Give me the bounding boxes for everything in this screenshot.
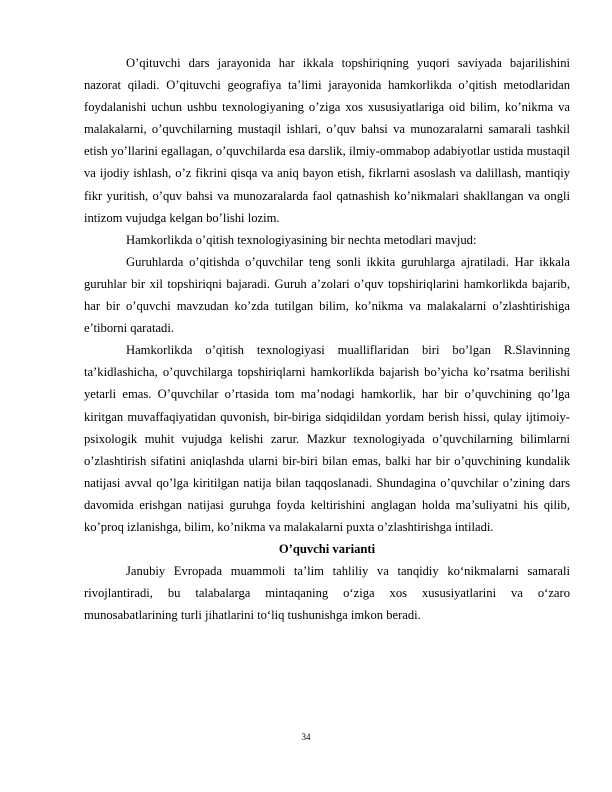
paragraph-slavin-cooperation: Hamkorlikda o’qitish texnologiyasi mualliflaridan biri bo’lgan R.Slavinning ta’kidlashicha, o’quvchilarga topshiriqlarni hamkorlikda bajarish bo’yicha ko’rsatma berilishi yetarli emas. O’quvchilar o’rtasida tom ma’nodagi hamkorlik, har bir o’quvchining qo’lga kiritgan muvaffaqiyatidan quvonish, bir-biriga sidqidildan yordam berish hissi, qulay ijtimoiy-psixologik muhit vujudga kelishi zarur. Mazkur texnologiyada o’quvchilarning bilimlarni o’zlashtirish sifatini aniqlashda ularni bir-biri bilan emas, balki har bir o’quvchining kundalik natijasi avval qo’lga kiritilgan natija bilan taqqoslanadi. Shundagina o’quvchilar o’zining dars davomida erishgan natijasi guruhga foyda keltirishini anglagan holda ma’suliyatni his qilib, ko’proq izlanishga, bilim, ko’nikma va malakalarni puxta o’zlashtirishga intiladi. (84, 343, 570, 534)
page-number: 34 (301, 732, 311, 742)
paragraph-group-learning: Guruhlarda o’qitishda o’quvchilar teng sonli ikkita guruhlarga ajratiladi. Har ikkala guruhlar bir xil topshiriqni bajaradi. Guruh a’zolari o’quv topshiriqlarini hamkorlikda bajarib, har bir o’quvchi mavzudan ko’zda tutilgan bilim, ko’nikma va malakalarni o’zlashtirishiga e’tiborni qaratadi. (84, 254, 570, 336)
document-page (84, 52, 570, 626)
paragraph-southern-europe: Janubiy Evropada muammoli ta’lim tahliliy va tanqidiy ko‘nikmalarni samarali rivojlantiradi, bu talabalarga mintaqaning o‘ziga xos xususiyatlarini va o‘zaro munosabatlarining turli jihatlarini to‘liq tushunishga imkon beradi. (84, 564, 570, 623)
section-heading: O’quvchi varianti (278, 542, 376, 557)
paragraph-methods-intro: Hamkorlikda o’qitish texnologiyasining bir nechta metodlari mavjud: (126, 232, 477, 247)
paragraph-teacher-supervision: O’qituvchi dars jarayonida har ikkala topshiriqning yuqori saviyada bajarilishini nazorat qiladi. O’qituvchi geografiya ta’limi jarayonida hamkorlikda o’qitish metodlaridan foydalanishi uchun ushbu texnologiyaning o’ziga xos xususiyatlariga oid bilim, ko’nikma va malakalarni, o’quvchilarning mustaqil ishlari, o’quv bahsi va munozaralarni samarali tashkil etish yo’llarini egallagan, o’quvchilarda esa darslik, ilmiy-ommabop adabiyotlar ustida mustaqil va ijodiy ishlash, o’z fikrini qisqa va aniq bayon etish, fikrlarni asoslash va dalillash, mantiqiy fikr yuritish, o’quv bahsi va munozaralarda faol qatnashish ko’nikmalari shakllangan va ongli intizom vujudga kelgan bo’lishi lozim. (84, 56, 570, 225)
